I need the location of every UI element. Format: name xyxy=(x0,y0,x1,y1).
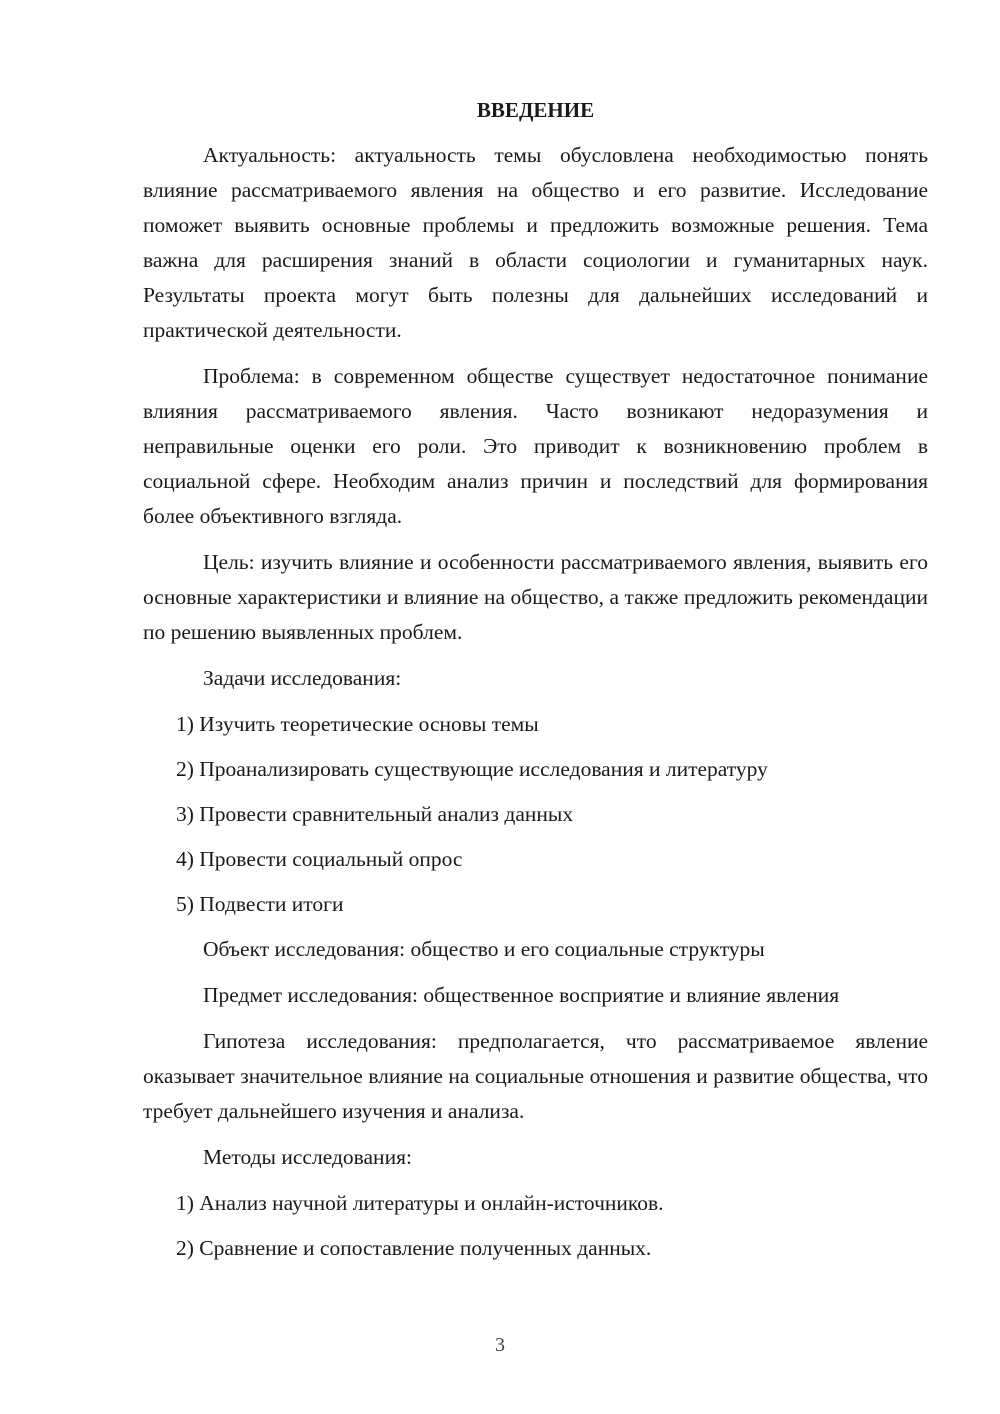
page-number: 3 xyxy=(495,1334,505,1356)
list-item: 1) Анализ научной литературы и онлайн-источников. xyxy=(176,1191,664,1215)
tasks-list xyxy=(143,707,928,922)
tasks-heading: Задачи исследования: xyxy=(203,666,402,690)
list-item: 3) Провести сравнительный анализ данных xyxy=(176,802,574,826)
subject-paragraph: Предмет исследования: общественное восприятие и влияние явления xyxy=(203,983,840,1007)
relevance-paragraph: Актуальность: актуальность темы обусловлена необходимостью понять влияние рассматриваемого явления на общество и его развитие. Исследование поможет выявить основные проблемы и предложить возможные решения. Тема важна для расширения знаний в области социологии и гуманитарных наук. Результаты проекта могут быть полезны для дальнейших исследований и практической деятельности. xyxy=(143,143,928,342)
list-item: 2) Сравнение и сопоставление полученных данных. xyxy=(176,1236,652,1260)
document-title: ВВЕДЕНИЕ xyxy=(476,98,595,122)
list-item: 1) Изучить теоретические основы темы xyxy=(176,712,539,736)
document-page xyxy=(143,96,928,1276)
methods-heading: Методы исследования: xyxy=(203,1145,412,1169)
problem-paragraph: Проблема: в современном обществе существует недостаточное понимание влияния рассматриваемого явления. Часто возникают недоразумения и неправильные оценки его роли. Это приводит к возникновению проблем в социальной сфере. Необходим анализ причин и последствий для формирования более объективного взгляда. xyxy=(143,364,928,528)
goal-paragraph: Цель: изучить влияние и особенности рассматриваемого явления, выявить его основные характеристики и влияние на общество, а также предложить рекомендации по решению выявленных проблем. xyxy=(143,550,928,644)
object-paragraph: Объект исследования: общество и его социальные структуры xyxy=(203,937,765,961)
hypothesis-paragraph: Гипотеза исследования: предполагается, что рассматриваемое явление оказывает значительное влияние на социальные отношения и развитие общества, что требует дальнейшего изучения и анализа. xyxy=(143,1029,928,1123)
list-item: 2) Проанализировать существующие исследования и литературу xyxy=(176,757,768,781)
list-item: 5) Подвести итоги xyxy=(176,892,344,916)
methods-list xyxy=(143,1186,928,1266)
list-item: 4) Провести социальный опрос xyxy=(176,847,463,871)
